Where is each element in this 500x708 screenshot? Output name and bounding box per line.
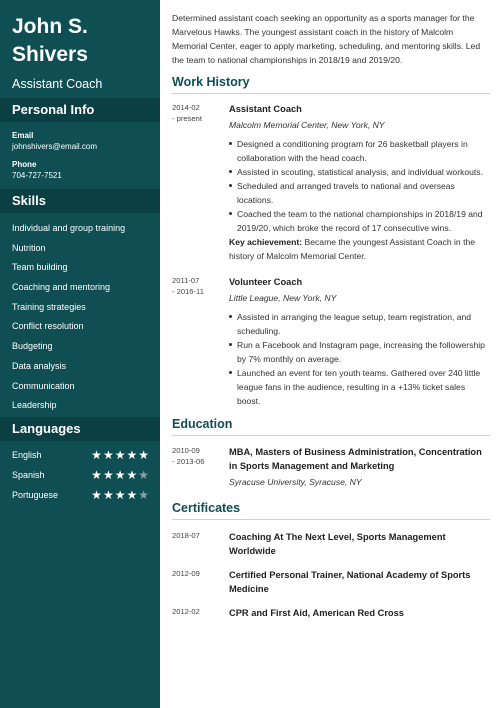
language-row (0, 485, 160, 505)
job-date-start: 2011-07 (172, 276, 200, 285)
email-value[interactable]: johnshivers@email.com (12, 142, 98, 151)
job-dates (172, 275, 229, 408)
skill-item: Conflict resolution (12, 321, 84, 332)
job-bullet: Launched an event for ten youth teams. Gathered over 240 little league fans in the audience, resulting in a +13% ticket sales boost. (229, 366, 490, 408)
star-icon: ★ (114, 467, 126, 482)
work-history-heading: Work History (172, 75, 490, 94)
certificate-name: Coaching At The Next Level, Sports Management Worldwide (229, 532, 446, 556)
candidate-name (0, 0, 160, 69)
language-rating (91, 469, 149, 481)
job-bullet: Assisted in arranging the league setup, team registration, and scheduling. (229, 310, 490, 338)
job-bullet: Coached the team to the national championships in 2018/19 and 2019/20, which broke the record of 17 consecutive wins. (229, 207, 490, 235)
languages-list (0, 445, 160, 505)
job-bullet: Designed a conditioning program for 26 basketball players in collaboration with the head coach. (229, 137, 490, 165)
job-date-end: - 2016-11 (172, 287, 204, 296)
education-content (229, 445, 490, 487)
star-icon: ★ (91, 447, 102, 462)
star-icon: ★ (126, 447, 138, 462)
certificate-name: CPR and First Aid, American Red Cross (229, 608, 404, 618)
job-company: Malcolm Memorial Center, New York, NY (229, 120, 385, 130)
candidate-title: Assistant Coach (12, 77, 103, 91)
education-school: Syracuse University, Syracuse, NY (229, 477, 362, 487)
star-icon: ★ (114, 487, 126, 502)
certificate-date: 2012-02 (172, 607, 200, 616)
job-content (229, 275, 490, 408)
skill-item: Budgeting (12, 341, 53, 352)
certificate-entry (172, 530, 490, 558)
certificate-date: 2018-07 (172, 531, 200, 540)
star-icon: ★ (138, 467, 149, 482)
job-bullets (229, 310, 490, 408)
education-date-start: 2010-09 (172, 446, 200, 455)
education-dates (172, 445, 229, 487)
education-degree: MBA, Masters of Business Administration, Concentration in Sports Management and Marketing (229, 447, 482, 471)
certificate-entry (172, 568, 490, 596)
personal-info-heading: Personal Info (0, 98, 160, 122)
language-name: Spanish (12, 469, 45, 480)
certificate-entry (172, 606, 490, 620)
star-icon: ★ (102, 447, 114, 462)
skill-item: Coaching and mentoring (12, 282, 111, 293)
sidebar (0, 0, 160, 708)
skill-item: Data analysis (12, 360, 67, 371)
key-achievement-label: Key achievement: (229, 237, 303, 247)
language-rating (91, 489, 149, 501)
star-icon: ★ (91, 487, 102, 502)
skills-list (0, 219, 160, 416)
key-achievement (229, 235, 490, 263)
language-rating (91, 449, 149, 461)
skills-heading: Skills (0, 189, 160, 213)
job-company: Little League, New York, NY (229, 293, 337, 303)
star-icon: ★ (126, 487, 138, 502)
skill-item: Nutrition (12, 242, 46, 253)
star-icon: ★ (138, 447, 149, 462)
education-heading: Education (172, 417, 490, 436)
skill-item: Team building (12, 262, 68, 273)
key-achievement-text: Became the youngest Assistant Coach in the history of Malcolm Memorial Center. (229, 237, 476, 261)
language-row (0, 465, 160, 485)
job-bullet: Scheduled and arranged travels to national and overseas locations. (229, 179, 490, 207)
summary-text: Determined assistant coach seeking an opportunity as a sports manager for the Marvelous Hawks. The youngest assistant coach in the history of Malcolm Memorial Center, eager to apply marketing, scheduling, and mentoring skills. Led the team to national championships in 2018/19 and 2019/20. (172, 13, 481, 65)
skill-item: Training strategies (12, 301, 86, 312)
name-line-2: Shivers (12, 43, 88, 66)
name-line-1: John S. (12, 15, 88, 38)
star-icon: ★ (102, 487, 114, 502)
phone-label: Phone (12, 160, 37, 169)
languages-heading: Languages (0, 417, 160, 441)
education-date-end: - 2013-06 (172, 457, 205, 466)
star-icon: ★ (114, 447, 126, 462)
certificate-date: 2012-09 (172, 569, 200, 578)
job-title: Volunteer Coach (229, 277, 303, 287)
job-dates (172, 102, 229, 263)
skill-item: Communication (12, 380, 75, 391)
job-bullet: Assisted in scouting, statistical analysis, and individual workouts. (229, 165, 490, 179)
email-label: Email (12, 131, 34, 140)
star-icon: ★ (138, 487, 149, 502)
education-entry (172, 445, 490, 487)
job-title: Assistant Coach (229, 104, 302, 114)
job-date-start: 2014-02 (172, 103, 200, 112)
skill-item: Leadership (12, 400, 57, 411)
job-entry (172, 102, 490, 263)
skill-item: Individual and group training (12, 223, 126, 233)
language-name: English (12, 449, 42, 460)
phone-value: 704-727-7521 (12, 171, 62, 180)
language-row (0, 445, 160, 465)
certificates-heading: Certificates (172, 501, 490, 520)
language-name: Portuguese (12, 489, 59, 500)
job-entry (172, 275, 490, 408)
certificate-name: Certified Personal Trainer, National Academy of Sports Medicine (229, 570, 471, 594)
star-icon: ★ (91, 467, 102, 482)
job-content (229, 102, 490, 263)
star-icon: ★ (102, 467, 114, 482)
job-bullets (229, 137, 490, 235)
main-content (172, 0, 490, 620)
job-date-end: - present (172, 114, 202, 123)
job-bullet: Run a Facebook and Instagram page, increasing the followership by 7% monthly on average. (229, 338, 490, 366)
star-icon: ★ (126, 467, 138, 482)
